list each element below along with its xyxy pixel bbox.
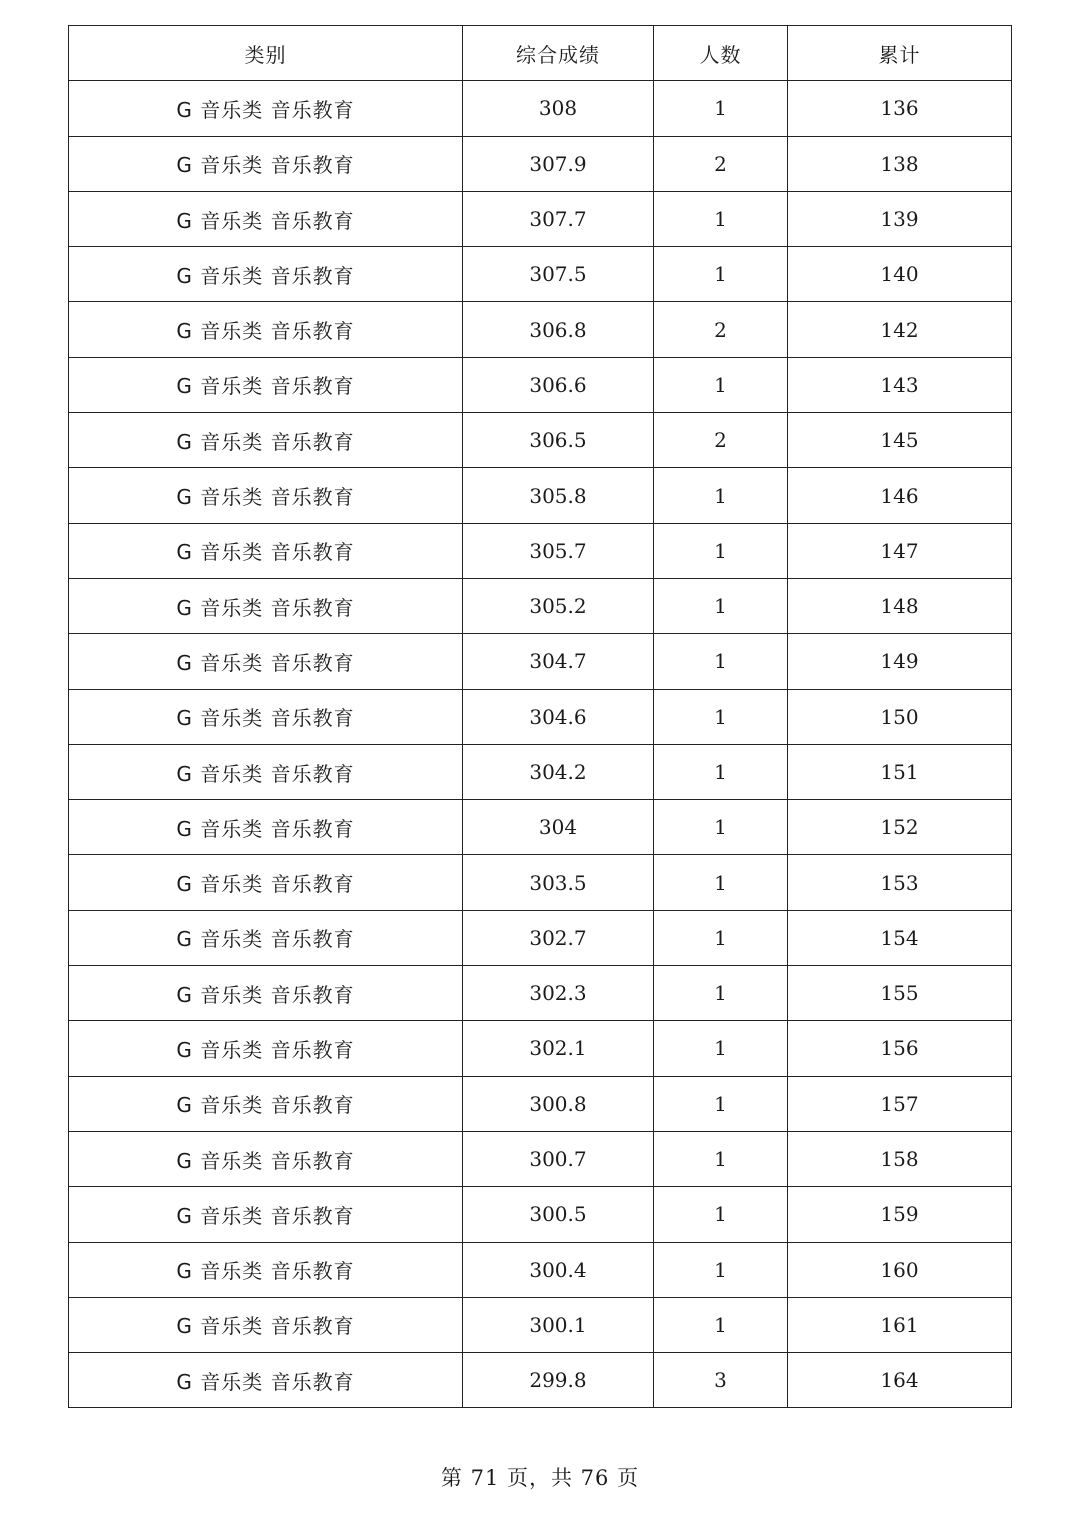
cell-category: G 音乐类 音乐教育 xyxy=(69,1297,463,1352)
table-row xyxy=(69,81,1012,136)
cell-count: 1 xyxy=(654,1076,788,1131)
cell-count: 2 xyxy=(654,302,788,357)
cell-score: 304 xyxy=(463,800,654,855)
cell-category: G 音乐类 音乐教育 xyxy=(69,689,463,744)
cell-count: 1 xyxy=(654,191,788,246)
table-row xyxy=(69,1242,1012,1297)
cell-category: G 音乐类 音乐教育 xyxy=(69,1021,463,1076)
table-row xyxy=(69,634,1012,689)
cell-cumulative: 145 xyxy=(788,413,1012,468)
cell-category: G 音乐类 音乐教育 xyxy=(69,910,463,965)
cell-score: 300.7 xyxy=(463,1131,654,1186)
cell-score: 306.5 xyxy=(463,413,654,468)
cell-count: 3 xyxy=(654,1353,788,1408)
header-category: 类别 xyxy=(69,26,463,81)
cell-cumulative: 157 xyxy=(788,1076,1012,1131)
cell-category: G 音乐类 音乐教育 xyxy=(69,357,463,412)
table-row xyxy=(69,523,1012,578)
cell-category: G 音乐类 音乐教育 xyxy=(69,578,463,633)
cell-category: G 音乐类 音乐教育 xyxy=(69,523,463,578)
header-count: 人数 xyxy=(654,26,788,81)
cell-category: G 音乐类 音乐教育 xyxy=(69,468,463,523)
cell-score: 302.1 xyxy=(463,1021,654,1076)
cell-cumulative: 153 xyxy=(788,855,1012,910)
cell-count: 1 xyxy=(654,855,788,910)
cell-count: 1 xyxy=(654,1021,788,1076)
table-row xyxy=(69,855,1012,910)
cell-cumulative: 136 xyxy=(788,81,1012,136)
cell-count: 1 xyxy=(654,81,788,136)
cell-count: 1 xyxy=(654,1242,788,1297)
cell-count: 1 xyxy=(654,634,788,689)
cell-category: G 音乐类 音乐教育 xyxy=(69,634,463,689)
cell-cumulative: 143 xyxy=(788,357,1012,412)
table-row xyxy=(69,1076,1012,1131)
table-row xyxy=(69,191,1012,246)
cell-score: 300.1 xyxy=(463,1297,654,1352)
table-row xyxy=(69,578,1012,633)
cell-cumulative: 154 xyxy=(788,910,1012,965)
header-cumulative: 累计 xyxy=(788,26,1012,81)
cell-score: 302.3 xyxy=(463,966,654,1021)
cell-cumulative: 139 xyxy=(788,191,1012,246)
cell-category: G 音乐类 音乐教育 xyxy=(69,302,463,357)
cell-count: 1 xyxy=(654,247,788,302)
cell-score: 304.7 xyxy=(463,634,654,689)
cell-score: 302.7 xyxy=(463,910,654,965)
table-row xyxy=(69,468,1012,523)
cell-score: 307.9 xyxy=(463,136,654,191)
header-score: 综合成绩 xyxy=(463,26,654,81)
cell-score: 305.2 xyxy=(463,578,654,633)
cell-count: 1 xyxy=(654,1187,788,1242)
cell-score: 306.6 xyxy=(463,357,654,412)
cell-category: G 音乐类 音乐教育 xyxy=(69,1242,463,1297)
table-row xyxy=(69,1353,1012,1408)
cell-cumulative: 140 xyxy=(788,247,1012,302)
cell-cumulative: 146 xyxy=(788,468,1012,523)
cell-category: G 音乐类 音乐教育 xyxy=(69,1353,463,1408)
cell-cumulative: 156 xyxy=(788,1021,1012,1076)
table-row xyxy=(69,744,1012,799)
cell-category: G 音乐类 音乐教育 xyxy=(69,1076,463,1131)
cell-cumulative: 164 xyxy=(788,1353,1012,1408)
cell-count: 2 xyxy=(654,136,788,191)
cell-category: G 音乐类 音乐教育 xyxy=(69,1131,463,1186)
table-row xyxy=(69,136,1012,191)
cell-cumulative: 138 xyxy=(788,136,1012,191)
cell-category: G 音乐类 音乐教育 xyxy=(69,966,463,1021)
cell-score: 305.8 xyxy=(463,468,654,523)
table-row xyxy=(69,413,1012,468)
cell-score: 307.5 xyxy=(463,247,654,302)
table-header xyxy=(69,26,1012,81)
cell-count: 1 xyxy=(654,357,788,412)
table-row xyxy=(69,966,1012,1021)
cell-score: 306.8 xyxy=(463,302,654,357)
table-row xyxy=(69,1131,1012,1186)
cell-cumulative: 148 xyxy=(788,578,1012,633)
cell-cumulative: 149 xyxy=(788,634,1012,689)
cell-cumulative: 159 xyxy=(788,1187,1012,1242)
cell-score: 308 xyxy=(463,81,654,136)
table-row xyxy=(69,357,1012,412)
cell-count: 1 xyxy=(654,744,788,799)
cell-count: 1 xyxy=(654,910,788,965)
cell-category: G 音乐类 音乐教育 xyxy=(69,744,463,799)
score-table xyxy=(68,25,1012,1408)
cell-count: 1 xyxy=(654,966,788,1021)
table-row xyxy=(69,1021,1012,1076)
cell-score: 300.4 xyxy=(463,1242,654,1297)
header-row xyxy=(69,26,1012,81)
table-row xyxy=(69,1297,1012,1352)
cell-score: 305.7 xyxy=(463,523,654,578)
cell-score: 299.8 xyxy=(463,1353,654,1408)
table-row xyxy=(69,689,1012,744)
cell-count: 1 xyxy=(654,523,788,578)
cell-category: G 音乐类 音乐教育 xyxy=(69,191,463,246)
cell-cumulative: 152 xyxy=(788,800,1012,855)
cell-category: G 音乐类 音乐教育 xyxy=(69,1187,463,1242)
cell-score: 307.7 xyxy=(463,191,654,246)
cell-score: 304.6 xyxy=(463,689,654,744)
cell-cumulative: 142 xyxy=(788,302,1012,357)
cell-cumulative: 158 xyxy=(788,1131,1012,1186)
cell-count: 1 xyxy=(654,689,788,744)
cell-category: G 音乐类 音乐教育 xyxy=(69,136,463,191)
cell-cumulative: 151 xyxy=(788,744,1012,799)
cell-count: 1 xyxy=(654,800,788,855)
cell-category: G 音乐类 音乐教育 xyxy=(69,247,463,302)
page-number: 第 71 页，共 76 页 xyxy=(440,1466,640,1490)
table-row xyxy=(69,302,1012,357)
table-row xyxy=(69,1187,1012,1242)
table-row xyxy=(69,247,1012,302)
cell-cumulative: 160 xyxy=(788,1242,1012,1297)
cell-score: 303.5 xyxy=(463,855,654,910)
cell-cumulative: 155 xyxy=(788,966,1012,1021)
cell-count: 2 xyxy=(654,413,788,468)
cell-cumulative: 147 xyxy=(788,523,1012,578)
cell-category: G 音乐类 音乐教育 xyxy=(69,81,463,136)
cell-category: G 音乐类 音乐教育 xyxy=(69,413,463,468)
cell-category: G 音乐类 音乐教育 xyxy=(69,800,463,855)
cell-category: G 音乐类 音乐教育 xyxy=(69,855,463,910)
table-body xyxy=(69,81,1012,1408)
cell-cumulative: 161 xyxy=(788,1297,1012,1352)
cell-score: 300.5 xyxy=(463,1187,654,1242)
cell-count: 1 xyxy=(654,468,788,523)
cell-score: 304.2 xyxy=(463,744,654,799)
cell-count: 1 xyxy=(654,1297,788,1352)
cell-count: 1 xyxy=(654,578,788,633)
cell-count: 1 xyxy=(654,1131,788,1186)
table-row xyxy=(69,800,1012,855)
cell-cumulative: 150 xyxy=(788,689,1012,744)
table-row xyxy=(69,910,1012,965)
cell-score: 300.8 xyxy=(463,1076,654,1131)
